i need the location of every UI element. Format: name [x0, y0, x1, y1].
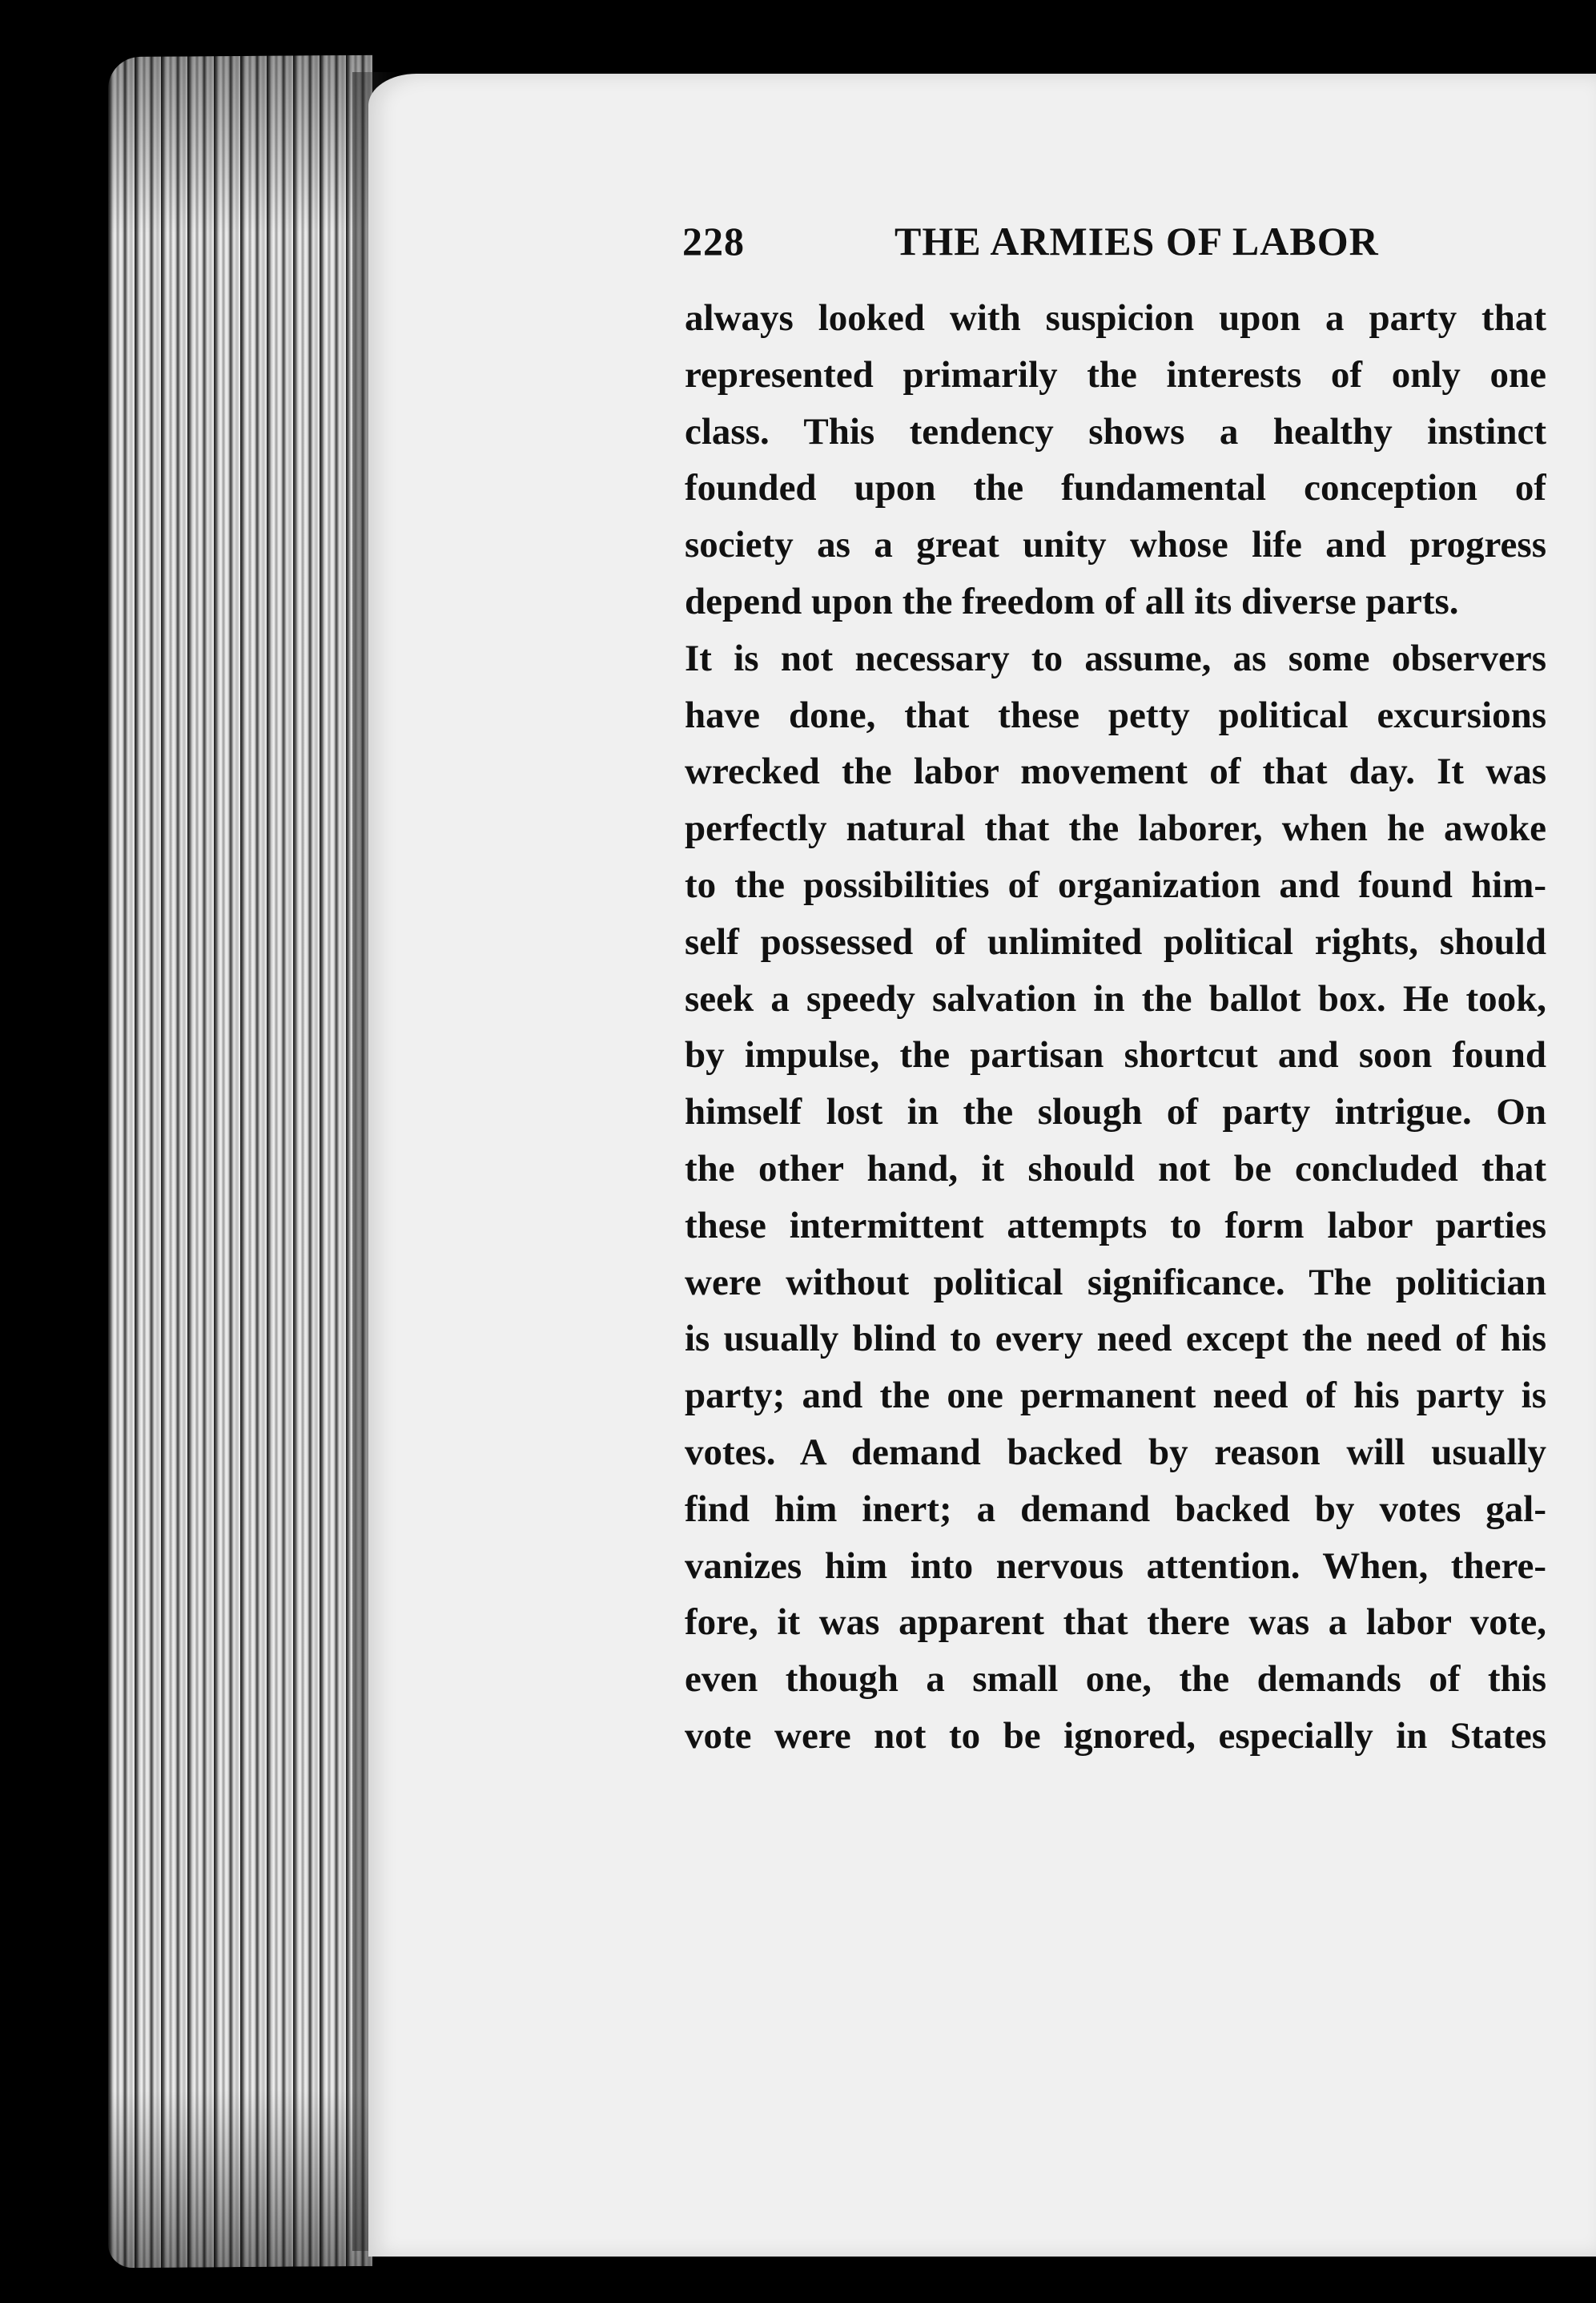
text-line: seek a speedy salvation in the ballot box. He took,	[685, 977, 1546, 1020]
text-line: vote were not to be ignored, especially in States	[685, 1714, 1546, 1757]
body-text	[685, 290, 1546, 1765]
text-line: himself lost in the slough of party intrigue. On	[685, 1091, 1546, 1133]
text-line: represented primarily the interests of only one	[685, 353, 1546, 396]
page-number: 228	[682, 219, 745, 264]
text-line: is usually blind to every need except the need of his	[685, 1318, 1546, 1360]
text-line: votes. A demand backed by reason will usually	[685, 1431, 1546, 1473]
text-line: class. This tendency shows a healthy instinct	[685, 410, 1546, 453]
text-line: perfectly natural that the laborer, when he awoke	[685, 807, 1546, 850]
text-line: vanizes him into nervous attention. When, there-	[685, 1544, 1546, 1587]
text-line: by impulse, the partisan shortcut and soon found	[685, 1034, 1546, 1077]
text-line: these intermittent attempts to form labor parties	[685, 1204, 1546, 1246]
text-line: party; and the one permanent need of his party is	[685, 1375, 1546, 1417]
text-line: always looked with suspicion upon a party that	[685, 297, 1546, 339]
text-line: society as a great unity whose life and progress	[685, 524, 1546, 566]
text-line: It is not necessary to assume, as some observers	[685, 637, 1546, 679]
text-line: depend upon the freedom of all its diverse parts.	[685, 580, 1459, 622]
text-line: founded upon the fundamental conception of	[685, 467, 1546, 509]
text-line: have done, that these petty political excursions	[685, 694, 1546, 736]
text-line: wrecked the labor movement of that day. It was	[685, 751, 1546, 793]
text-line: the other hand, it should not be concluded that	[685, 1147, 1546, 1190]
text-line: to the possibilities of organization and found him-	[685, 864, 1546, 906]
text-line: even though a small one, the demands of this	[685, 1658, 1546, 1701]
text-line: fore, it was apparent that there was a labor vote,	[685, 1601, 1546, 1644]
page-edges	[108, 55, 372, 2268]
running-head	[682, 218, 1571, 282]
text-line: self possessed of unlimited political rights, should	[685, 920, 1546, 963]
text-line: were without political significance. The politician	[685, 1261, 1546, 1303]
text-line: find him inert; a demand backed by votes gal-	[685, 1488, 1546, 1530]
running-head-title: THE ARMIES OF LABOR	[894, 219, 1379, 264]
